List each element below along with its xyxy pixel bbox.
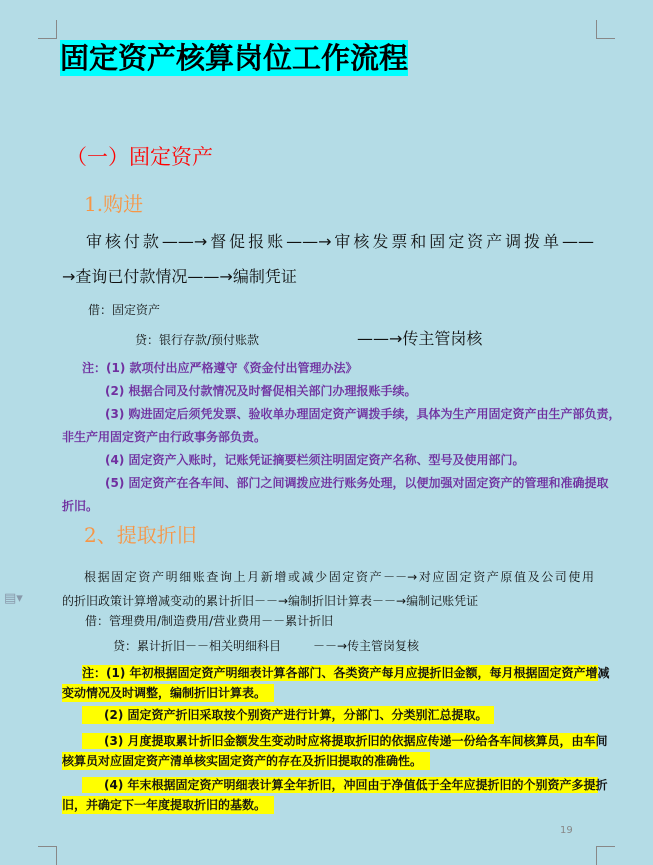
note-text: 核算员对应固定资产清单核实固定资产的存在及折旧提取的准确性。 bbox=[62, 752, 430, 770]
note-line: (3) 购进固定后须凭发票、验收单办理固定资产调拨手续，具体为生产用固定资产由生产部负责， bbox=[105, 407, 621, 421]
note-text: 变动情况及时调整，编制折旧计算表。 bbox=[62, 684, 274, 702]
note-line: (4) 固定资产入账时，记账凭证摘要栏须注明固定资产名称、型号及使用部门。 bbox=[105, 453, 525, 467]
note-line: (5) 固定资产在各车间、部门之间调拨应进行账务处理，以便加强对固定资产的管理和准确提取 bbox=[105, 476, 609, 490]
document-icon[interactable]: ▤▾ bbox=[4, 591, 23, 606]
note-line: 折旧。 bbox=[62, 499, 99, 513]
note-text: (3) 月度提取累计折旧金额发生变动时应将提取折旧的依据应传递一份给各车间核算员，由车间 bbox=[82, 735, 598, 747]
note-text: 注：(1) 年初根据固定资产明细表计算各部门、各类资产每月应提折旧金额，每月根据固定资产增减 bbox=[82, 666, 610, 680]
flow-line: 审核付款——→督促报账——→审核发票和固定资产调拨单—— bbox=[86, 232, 594, 251]
highlighted-note-line bbox=[62, 687, 274, 699]
highlighted-note-line bbox=[82, 733, 608, 749]
note-line: 注：(1) 款项付出应严格遵守《资金付出管理办法》 bbox=[82, 361, 358, 375]
debit-entry: 借：管理费用/制造费用/营业费用－－累计折旧 bbox=[85, 614, 334, 628]
page-number: 19 bbox=[560, 825, 573, 836]
corner-mark-br bbox=[596, 846, 615, 865]
note-line: (2) 根据合同及付款情况及时督促相关部门办理报账手续。 bbox=[105, 384, 417, 398]
note-text: 旧，并确定下一年度提取折旧的基数。 bbox=[62, 796, 274, 814]
corner-mark-tl bbox=[38, 20, 57, 39]
paragraph-line: 的折旧政策计算增减变动的累计折旧－－→编制折旧计算表－－→编制记账凭证 bbox=[62, 594, 479, 608]
credit-entry: 贷：银行存款/预付账款 bbox=[135, 333, 260, 347]
page-title: 固定资产核算岗位工作流程 bbox=[60, 41, 409, 75]
highlighted-note-line bbox=[82, 777, 608, 793]
debit-entry: 借：固定资产 bbox=[88, 303, 161, 317]
highlighted-note-line bbox=[62, 799, 274, 811]
highlighted-note-line bbox=[62, 755, 430, 767]
credit-flow: ——→传主管岗核 bbox=[357, 329, 483, 348]
highlighted-note-line bbox=[82, 709, 494, 721]
paragraph-line: 根据固定资产明细账查询上月新增或减少固定资产－－→对应固定资产原值及公司使用 bbox=[84, 570, 594, 584]
flow-line: →查询已付款情况——→编制凭证 bbox=[62, 267, 297, 286]
credit-entry: 贷：累计折旧－－相关明细科目 bbox=[113, 639, 282, 653]
note-text: (4) 年末根据固定资产明细表计算全年折旧，冲回由于净值低于全年应提折旧的个别资产多提折 bbox=[82, 779, 598, 791]
note-text: (2) 固定资产折旧采取按个别资产进行计算，分部门、分类别汇总提取。 bbox=[82, 706, 494, 724]
subsection-heading: 2、提取折旧 bbox=[84, 523, 197, 547]
highlighted-note-line bbox=[82, 665, 610, 681]
note-line: 非生产用固定资产由行政事务部负责。 bbox=[62, 430, 267, 444]
section-heading: （一）固定资产 bbox=[66, 145, 213, 169]
corner-mark-bl bbox=[38, 846, 57, 865]
subsection-heading: 1.购进 bbox=[84, 192, 144, 216]
credit-flow: －－→传主管岗复核 bbox=[313, 639, 420, 653]
corner-mark-tr bbox=[596, 20, 615, 39]
